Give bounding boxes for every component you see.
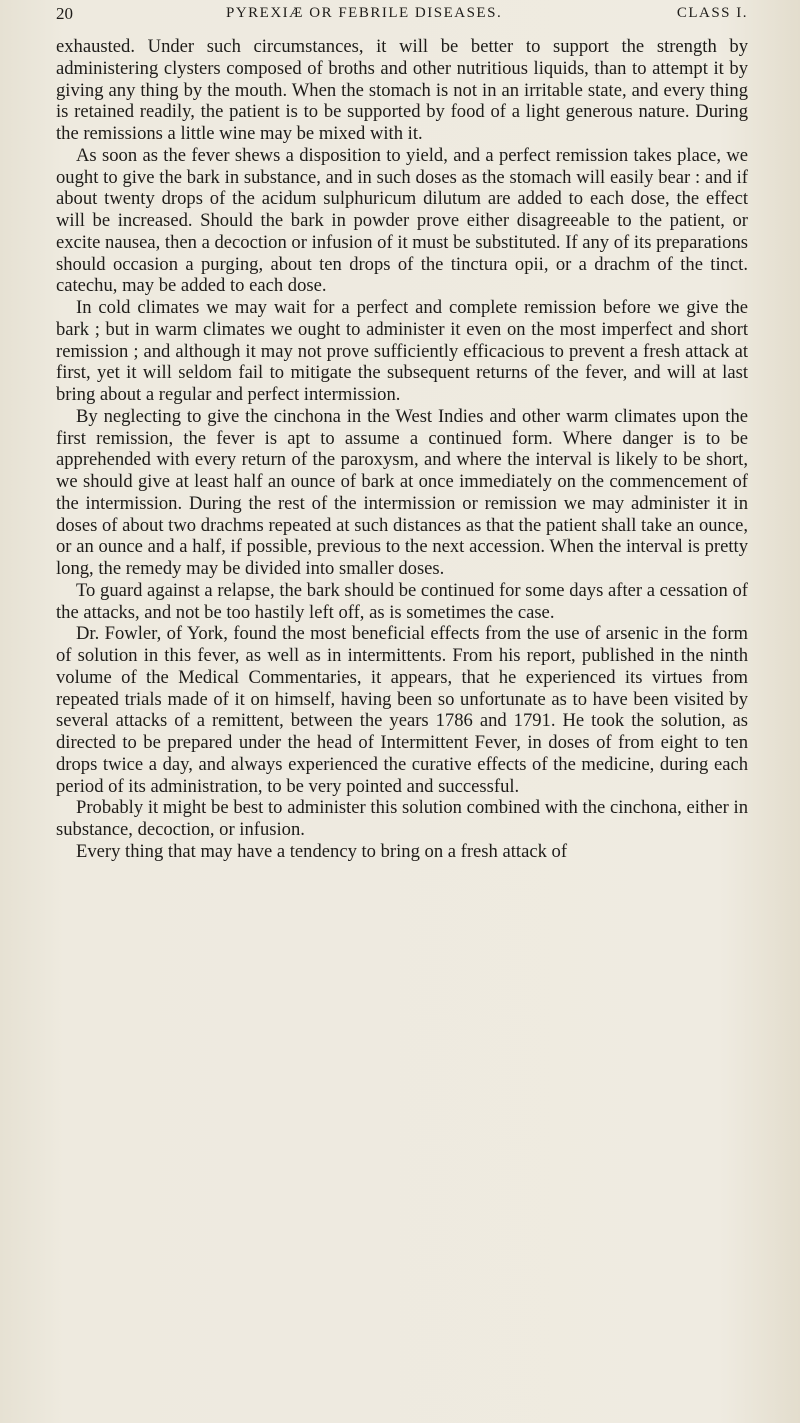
page-number: 20 [56, 4, 73, 23]
paragraph-fresh-attack: Every thing that may have a tendency to bring on a fresh attack of [76, 840, 568, 862]
paragraph-continued: exhausted. Under such circumstances, it will be better to support the strength by administering clysters composed of broths and other nutritious liquids, than to attempt it by giving any thing by the mouth. When the stomach is not in an irritable state, and every thing is retained readily, the patient is to be supported by food of a light generous nature. During the remissions a little wine may be mixed with it. [56, 36, 748, 144]
body-text [56, 36, 748, 863]
running-head [56, 4, 748, 30]
paragraph-bark-dosing: As soon as the fever shews a disposition to yield, and a perfect remission takes place, we ought to give the bark in substance, and in such doses as the stomach will easily bear : and if about twenty drops of the acidum sulphuricum dilutum are added to each dose, the effect will be increased. Should the bark in powder prove either disagreeable to the patient, or excite nausea, then a decoction or infusion of it must be substituted. If any of its preparations should occasion a purging, about ten drops of the tinctura opii, or a drachm of the tinct. catechu, may be added to each dose. [56, 144, 748, 297]
paragraph-climates: In cold climates we may wait for a perfect and complete remission before we give the bark ; but in warm climates we ought to administer it even on the most imperfect and short remission ; and although it may not prove sufficiently efficacious to prevent a fresh attack at first, yet it will seldom fail to mitigate the subsequent returns of the fever, and will at last bring about a regular and perfect intermission. [56, 297, 748, 405]
paragraph-west-indies: By neglecting to give the cinchona in the West Indies and other warm climates upon the first remission, the fever is apt to assume a continued form. Where danger is to be apprehended with every return of the paroxysm, and where the interval is likely to be short, we should give at least half an ounce of bark at once immediately on the commencement of the intermission. During the rest of the intermission or remission we may administer it in doses of about two drachms repeated at such distances as that the patient shall take an ounce, or an ounce and a half, if possible, previous to the next accession. When the interval is pretty long, the remedy may be divided into smaller doses. [56, 405, 748, 579]
running-title: PYREXIÆ OR FEBRILE DISEASES. [226, 5, 503, 21]
class-label: CLASS I. [676, 5, 748, 21]
paragraph-relapse: To guard against a relapse, the bark should be continued for some days after a cessation of the attacks, and not be too hastily left off, as is sometimes the case. [56, 579, 748, 623]
paragraph-combination: Probably it might be best to administer this solution combined with the cinchona, either in substance, decoction, or infusion. [56, 797, 748, 840]
paragraph-dr-fowler: Dr. Fowler, of York, found the most beneficial effects from the use of arsenic in the form of solution in this fever, as well as in intermittents. From his report, published in the ninth volume of the Medical Commentaries, it appears, that he experienced its virtues from repeated trials made of it on himself, having been so unfortunate as to have been visited by several attacks of a remittent, between the years 1786 and 1791. He took the solution, as directed to be prepared under the head of Intermittent Fever, in doses of from eight to ten drops twice a day, and always experienced the curative effects of the medicine, during each period of its administration, to be very pointed and successful. [56, 623, 748, 797]
